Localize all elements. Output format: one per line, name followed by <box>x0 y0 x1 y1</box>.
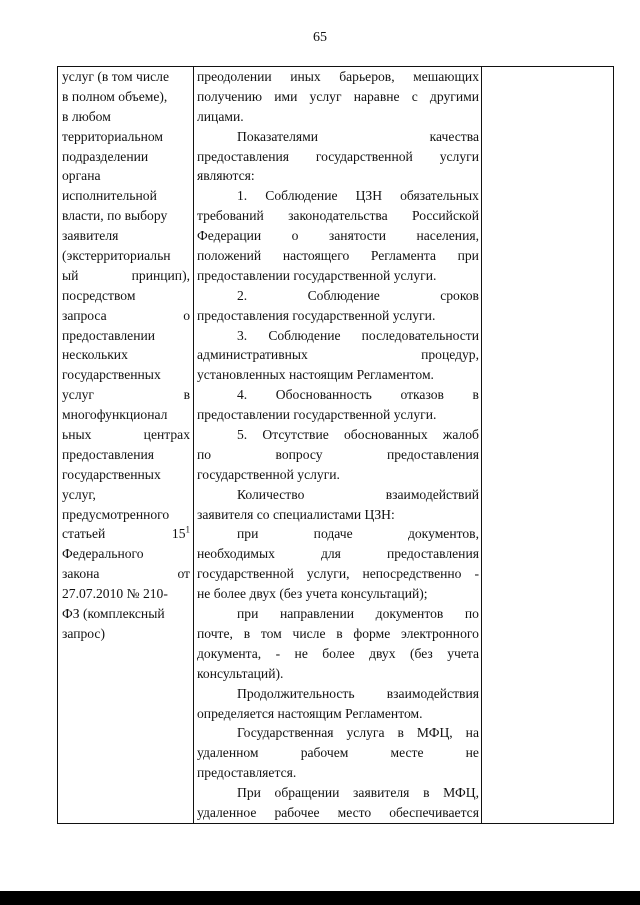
middle-column-word: при <box>237 526 259 542</box>
middle-column-word: определяется настоящим Регламентом. <box>197 705 423 721</box>
left-column-superscript: 1 <box>185 524 190 535</box>
middle-column-line <box>197 67 479 87</box>
page-number: 65 <box>313 30 327 45</box>
middle-column-word: подаче <box>313 526 353 542</box>
middle-column-line <box>197 564 479 584</box>
middle-column-word: в <box>243 625 251 641</box>
middle-column-word: являются: <box>197 168 255 184</box>
middle-column-line <box>197 783 479 803</box>
middle-column-word: непосредственно <box>362 566 462 582</box>
left-column-word: территориальном <box>62 128 164 144</box>
middle-column-word: предоставления государственной услуги. <box>197 307 436 323</box>
left-column-word: в полном объеме), <box>62 88 168 104</box>
middle-column-word: государственной <box>315 148 413 164</box>
middle-column-line <box>197 306 479 326</box>
middle-column-word: требований <box>197 208 264 224</box>
middle-column-word: документов <box>375 606 444 622</box>
left-column-line <box>62 544 190 564</box>
middle-column-word: наравне <box>353 88 400 104</box>
middle-column-word: услуга <box>346 725 385 741</box>
middle-column-line <box>197 465 479 485</box>
middle-column-word: установленных настоящим Регламентом. <box>197 367 434 383</box>
middle-column-word: жалоб <box>442 427 479 443</box>
middle-column-word: государственной услуги. <box>197 466 340 482</box>
middle-column-word: обеспечивается <box>389 804 479 820</box>
middle-column-line <box>197 147 479 167</box>
middle-column-word: Количество <box>237 486 305 502</box>
left-column-line <box>62 564 190 584</box>
middle-column-word: более <box>322 645 355 661</box>
middle-column-word: предоставлении государственной услуги. <box>197 267 437 283</box>
middle-column-line <box>197 624 479 644</box>
middle-column-word: числе <box>292 625 326 641</box>
middle-column-word: обязательных <box>400 188 479 204</box>
middle-column-word: необходимых <box>197 546 275 562</box>
middle-column-line <box>197 763 479 783</box>
left-column-word: предоставления <box>62 446 155 462</box>
middle-column-word: с <box>411 88 418 104</box>
middle-column-word: Соблюдение <box>265 188 338 204</box>
middle-column-word: Соблюдение <box>307 287 380 303</box>
middle-column-word: государственной <box>197 566 294 582</box>
middle-column-line <box>197 584 479 604</box>
middle-column-line <box>197 286 479 306</box>
left-column-line <box>62 67 190 87</box>
left-column-line <box>62 485 190 505</box>
left-column-word: заявителя <box>62 228 119 244</box>
middle-column-word: по <box>464 606 479 622</box>
left-column-line <box>62 584 190 604</box>
middle-column-line <box>197 127 479 147</box>
middle-column-line <box>197 524 479 544</box>
scan-bottom-edge <box>0 891 640 905</box>
middle-column-word: 5. <box>237 427 248 443</box>
middle-column-word: предоставления <box>197 148 290 164</box>
middle-column-word: Российской <box>411 208 479 224</box>
middle-column-line <box>197 405 479 425</box>
left-column-line <box>62 624 190 644</box>
middle-column-word: ЦЗН <box>355 188 383 204</box>
left-column-line <box>62 286 190 306</box>
middle-column-word: Соблюдение <box>268 327 341 343</box>
middle-column-word: населения, <box>416 228 479 244</box>
left-column-word: государственных <box>62 466 161 482</box>
middle-column-word: Продолжительность <box>237 685 355 701</box>
left-column-line <box>62 465 190 485</box>
middle-column-word: 3. <box>237 327 248 343</box>
middle-column-line <box>197 385 479 405</box>
middle-column-word: двух <box>369 645 396 661</box>
middle-column-word: обоснованных <box>344 427 428 443</box>
middle-column-word: рабочем <box>300 745 349 761</box>
middle-column-word: место <box>337 804 372 820</box>
left-column-word: ьных <box>62 427 92 443</box>
left-column-line <box>62 206 190 226</box>
middle-column-word: мешающих <box>413 69 479 84</box>
middle-column-word: консультаций). <box>197 665 284 681</box>
middle-column-line <box>197 266 479 286</box>
middle-column-line <box>197 107 479 127</box>
left-column-line <box>62 385 190 405</box>
middle-column-word: не <box>294 645 308 661</box>
middle-column-word: взаимодействий <box>385 486 479 502</box>
middle-column-word: лицами. <box>197 108 244 124</box>
left-column-line <box>62 505 190 525</box>
left-column-word: подразделении <box>62 148 149 164</box>
middle-column-word: удаленное <box>197 804 257 820</box>
left-column-word: закона <box>62 566 100 582</box>
left-column-line <box>62 524 190 544</box>
left-column-word: (экстерриториальн <box>62 248 171 264</box>
middle-column-word: предоставлении государственной услуги. <box>197 407 437 423</box>
middle-column-word: 2. <box>237 287 248 303</box>
left-column-word: предусмотренного <box>62 506 170 522</box>
left-column-word: запроса <box>62 307 107 323</box>
middle-column-word: качества <box>429 128 479 144</box>
middle-column-word: положений <box>197 248 262 264</box>
middle-column-word: форме <box>353 625 391 641</box>
middle-column-word: - <box>474 566 479 582</box>
middle-column-word: другими <box>429 88 479 104</box>
middle-column-word: взаимодействия <box>386 685 479 701</box>
left-column-word: статьей <box>62 526 106 542</box>
middle-column-word: - <box>275 645 281 661</box>
middle-column-line <box>197 743 479 763</box>
middle-column-line <box>197 505 479 525</box>
left-column-word: многофункционал <box>62 407 168 423</box>
left-column-word: центрах <box>143 427 190 443</box>
left-column-word: в любом <box>62 108 111 124</box>
left-column-word: государственных <box>62 367 161 383</box>
middle-column-word: учета <box>447 645 479 661</box>
left-column-word: услуг <box>62 387 94 403</box>
middle-column-word: иных <box>290 69 321 84</box>
middle-column-line <box>197 485 479 505</box>
left-column-line <box>62 425 190 445</box>
middle-column-word: услуги <box>439 148 479 164</box>
middle-column-word: предоставления <box>386 546 479 562</box>
middle-column-cell <box>194 67 482 824</box>
middle-column-word: удаленном <box>197 745 259 761</box>
middle-column-word: направлении <box>279 606 355 622</box>
middle-column-word: документов, <box>407 526 479 542</box>
left-column-line <box>62 226 190 246</box>
left-column-cell <box>58 67 194 824</box>
middle-column-word: занятости <box>328 228 386 244</box>
middle-column-line <box>197 166 479 186</box>
middle-column-line <box>197 326 479 346</box>
middle-column-word: в <box>336 625 343 641</box>
left-column-word: 15 <box>171 526 186 542</box>
middle-column-word: услуг <box>309 88 342 104</box>
middle-column-word: сроков <box>440 287 479 303</box>
middle-column-word: не <box>465 745 479 761</box>
middle-column-word: последовательности <box>361 327 479 343</box>
middle-column-line <box>197 345 479 365</box>
middle-column-word: настоящего <box>282 248 350 264</box>
left-column-word: Федерального <box>62 546 144 562</box>
left-column-word: в <box>183 387 190 403</box>
middle-column-word: в <box>423 785 430 801</box>
left-column-word: власти, по выбору <box>62 208 168 224</box>
middle-column-word: При <box>237 785 261 801</box>
middle-column-line <box>197 803 479 823</box>
middle-column-word: (без <box>409 645 433 661</box>
middle-column-word: вопросу <box>275 446 323 462</box>
left-column-line <box>62 246 190 266</box>
middle-column-word: получению <box>197 88 263 104</box>
left-column-line <box>62 166 190 186</box>
middle-column-word: Обоснованность <box>275 387 372 403</box>
middle-column-line <box>197 704 479 724</box>
left-column-line <box>62 107 190 127</box>
middle-column-word: рабочее <box>274 804 320 820</box>
left-column-word: исполнительной <box>62 188 157 204</box>
middle-column-word: отказов <box>400 387 444 403</box>
middle-column-line <box>197 604 479 624</box>
right-column-cell <box>482 67 614 824</box>
left-column-word: запрос) <box>62 625 105 641</box>
middle-column-word: МФЦ, <box>443 785 479 801</box>
left-column-line <box>62 186 190 206</box>
left-column-line <box>62 405 190 425</box>
left-column-word: принцип), <box>131 267 190 283</box>
middle-column-word: заявителя <box>353 785 410 801</box>
left-column-word: о <box>183 307 190 323</box>
middle-column-line <box>197 365 479 385</box>
middle-column-line <box>197 684 479 704</box>
left-column-line <box>62 306 190 326</box>
left-column-line <box>62 266 190 286</box>
middle-column-word: почте, <box>197 625 233 641</box>
middle-column-word: обращении <box>274 785 340 801</box>
middle-column-line <box>197 87 479 107</box>
middle-column-word: предоставления <box>386 446 479 462</box>
middle-column-word: Государственная <box>237 725 334 741</box>
left-column-word: нескольких <box>62 347 128 363</box>
middle-column-line <box>197 246 479 266</box>
left-column-word: посредством <box>62 287 136 303</box>
middle-column-word: электронного <box>401 625 479 641</box>
left-column-line <box>62 127 190 147</box>
middle-column-word: документа, <box>197 645 262 661</box>
middle-column-word: заявителя со специалистами ЦЗН: <box>197 506 395 522</box>
middle-column-word: 4. <box>237 387 248 403</box>
middle-column-word: услуги, <box>306 566 350 582</box>
middle-column-word: законодательства <box>288 208 388 224</box>
middle-column-word: предоставляется. <box>197 765 297 781</box>
middle-column-word: процедур, <box>421 347 479 363</box>
middle-column-word: административных <box>197 347 308 363</box>
middle-column-line <box>197 226 479 246</box>
left-column-word: услуг (в том числе <box>62 69 169 84</box>
middle-column-word: МФЦ, <box>416 725 453 741</box>
middle-column-word: в <box>472 387 479 403</box>
left-column-word: от <box>177 566 190 582</box>
middle-column-word: для <box>320 546 341 562</box>
left-column-line <box>62 445 190 465</box>
left-column-line <box>62 604 190 624</box>
table-row <box>58 67 614 824</box>
middle-column-line <box>197 544 479 564</box>
middle-column-word: Показателями <box>237 128 318 144</box>
regulation-table <box>57 66 614 824</box>
middle-column-word: по <box>197 446 212 462</box>
middle-column-line <box>197 664 479 684</box>
left-column-line <box>62 326 190 346</box>
left-column-word: предоставлении <box>62 327 156 343</box>
middle-column-line <box>197 723 479 743</box>
middle-column-line <box>197 425 479 445</box>
middle-column-line <box>197 206 479 226</box>
middle-column-word: на <box>465 725 479 741</box>
middle-column-word: при <box>237 606 259 622</box>
middle-column-line <box>197 445 479 465</box>
left-column-word: ФЗ (комплексный <box>62 606 165 622</box>
left-column-word: услуг, <box>62 486 96 502</box>
left-column-line <box>62 87 190 107</box>
middle-column-word: о <box>291 228 299 244</box>
middle-column-word: том <box>260 625 282 641</box>
left-column-line <box>62 365 190 385</box>
middle-column-word: ими <box>274 88 298 104</box>
middle-column-word: при <box>457 248 479 264</box>
middle-column-line <box>197 644 479 664</box>
left-column-line <box>62 147 190 167</box>
middle-column-word: 1. <box>237 188 248 204</box>
left-column-word: 27.07.2010 № 210- <box>62 586 168 602</box>
middle-column-word: Регламента <box>370 248 437 264</box>
middle-column-line <box>197 186 479 206</box>
middle-column-word: Отсутствие <box>262 427 329 443</box>
middle-column-word: Федерации <box>197 228 262 244</box>
middle-column-word: в <box>397 725 404 741</box>
left-column-word: ый <box>62 267 79 283</box>
middle-column-word: месте <box>390 745 424 761</box>
middle-column-word: барьеров, <box>339 69 395 84</box>
middle-column-word: не более двух (без учета консультаций); <box>197 586 428 602</box>
left-column-line <box>62 345 190 365</box>
left-column-word: органа <box>62 168 101 184</box>
middle-column-word: преодолении <box>197 69 272 84</box>
left-column-word-with-sup <box>172 524 190 544</box>
